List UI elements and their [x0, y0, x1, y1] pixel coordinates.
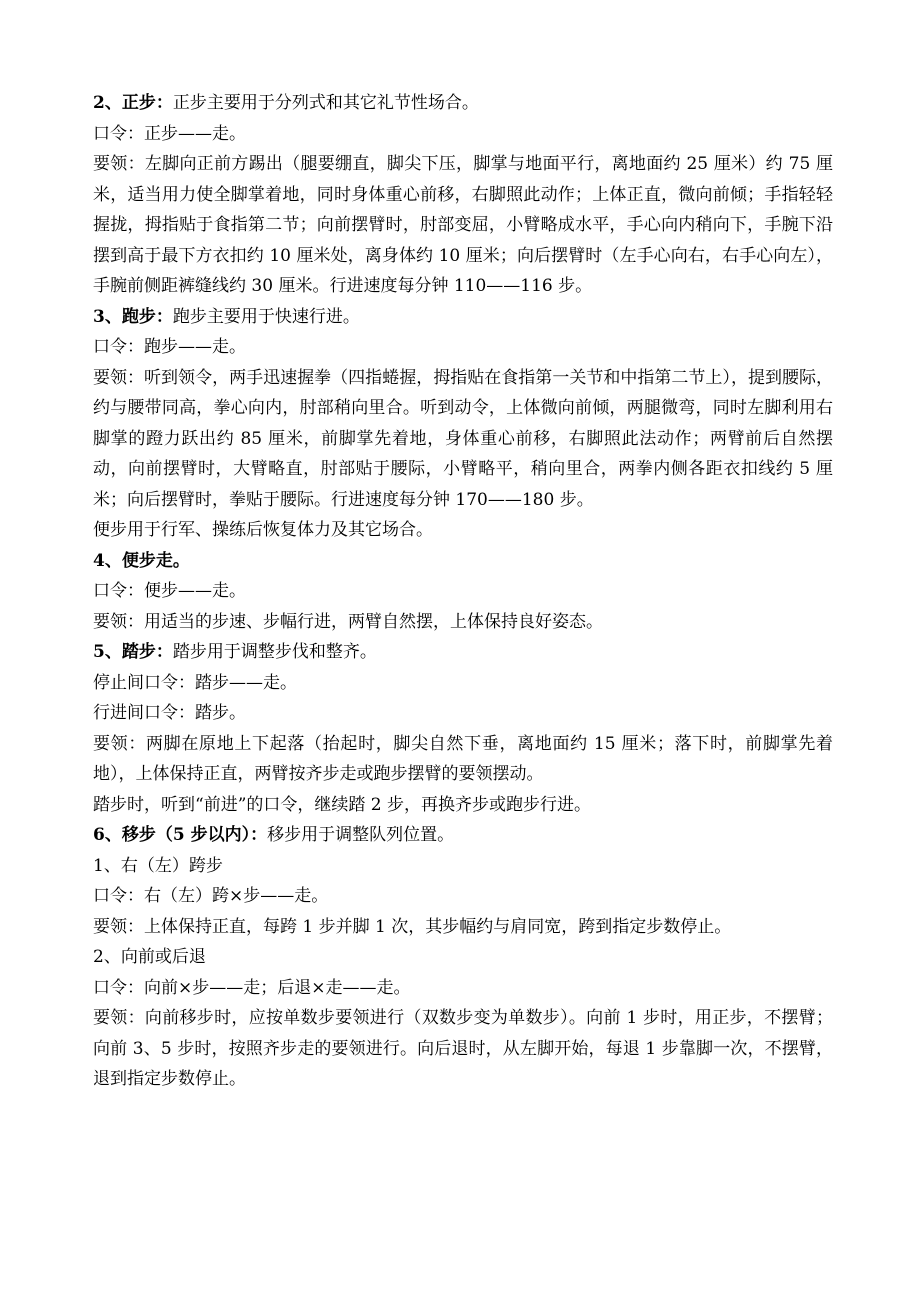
paragraph-paobu-essentials: 要领：听到领令，两手迅速握拳（四指蜷握，拇指贴在食指第一关节和中指第二节上），提到腰际，约与腰带同高，拳心向内，肘部稍向里合。听到动令，上体微向前倾，两腿微弯，同时左脚利用右脚掌的蹬力跃出约 85 厘米，前脚掌先着地，身体重心前移，右脚照此法动作；两臂前后自然摆动，向前摆臂时，大臂略直，肘部贴于腰际，小臂略平，稍向里合，两拳内侧各距衣扣线约 5 厘米；向后摆臂时，拳贴于腰际。行进速度每分钟 170——180 步。 [93, 367, 833, 510]
paragraph-zhengbu-essentials: 要领：左脚向正前方踢出（腿要绷直，脚尖下压，脚掌与地面平行，离地面约 25 厘米）约 75 厘米，适当用力使全脚掌着地，同时身体重心前移，右脚照此动作；上体正直，微向前倾；手指轻轻握拢，拇指贴于食指第二节；向前摆臂时，肘部变屈，小臂略成水平，手心向内稍向下，手腕下沿摆到高于最下方衣扣约 10 厘米处，离身体约 10 厘米；向后摆臂时（左手心向右，右手心向左），手腕前侧距裤缝线约 30 厘米。行进速度每分钟 110——116 步。 [93, 154, 833, 296]
heading-tabu: 5、踏步： [93, 642, 173, 662]
document-body [93, 88, 833, 1095]
paragraph-tabu-title [93, 637, 833, 668]
paragraph-text: 跑步主要用于快速行进。 [172, 306, 360, 327]
paragraph-qianhou-essentials: 要领：向前移步时，应按单数步要领进行（双数步变为单数步）。向前 1 步时，用正步，不摆臂；向前 3、5 步时，按照齐步走的要领进行。向后退时，从左脚开始，每退 1 步靠脚一次，不摆臂，退到指定步数停止。 [93, 1008, 833, 1089]
paragraph-tabu-command-moving: 行进间口令：踏步。 [93, 703, 246, 723]
paragraph-paobu-title [93, 302, 833, 333]
paragraph-tabu-advance: 踏步时，听到“前进”的口令，继续踏 2 步，再换齐步或跑步行进。 [93, 794, 592, 815]
paragraph-tabu-essentials: 要领：两脚在原地上下起落（抬起时，脚尖自然下垂，离地面约 15 厘米；落下时，前脚掌先着地），上体保持正直，两臂按齐步走或跑步摆臂的要领摆动。 [93, 733, 833, 784]
paragraph-text: 正步主要用于分列式和其它礼节性场合。 [172, 93, 479, 113]
heading-paobu: 3、跑步： [93, 306, 173, 327]
paragraph-tabu-command-stationary: 停止间口令：踏步——走。 [93, 672, 297, 693]
paragraph-zhengbu-command: 口令：正步——走。 [93, 123, 246, 144]
paragraph-kuabu-essentials: 要领：上体保持正直，每跨 1 步并脚 1 次，其步幅约与肩同宽，跨到指定步数停止。 [93, 916, 732, 937]
paragraph-paobu-command: 口令：跑步——走。 [93, 337, 246, 357]
paragraph-bianbu-usage: 便步用于行军、操练后恢复体力及其它场合。 [93, 520, 433, 540]
heading-yibu: 6、移步（5 步以内）： [93, 825, 268, 845]
paragraph-yibu-title [93, 820, 833, 851]
paragraph-bianbu-title [93, 546, 833, 577]
paragraph-kuabu-subtitle: 1、右（左）跨步 [93, 855, 223, 876]
paragraph-text: 踏步用于调整步伐和整齐。 [172, 642, 377, 662]
paragraph-bianbu-essentials: 要领：用适当的步速、步幅行进，两臂自然摆，上体保持良好姿态。 [93, 611, 603, 632]
paragraph-text: 移步用于调整队列位置。 [267, 825, 455, 845]
paragraph-kuabu-command: 口令：右（左）跨×步——走。 [93, 886, 329, 906]
heading-bianbu: 4、便步走。 [93, 550, 190, 571]
paragraph-qianhou-subtitle: 2、向前或后退 [93, 947, 206, 967]
paragraph-bianbu-command: 口令：便步——走。 [93, 581, 246, 601]
paragraph-qianhou-command: 口令：向前×步——走；后退×走——走。 [93, 977, 411, 998]
paragraph-zhengbu-title [93, 88, 833, 119]
heading-zhengbu: 2、正步： [93, 93, 173, 113]
